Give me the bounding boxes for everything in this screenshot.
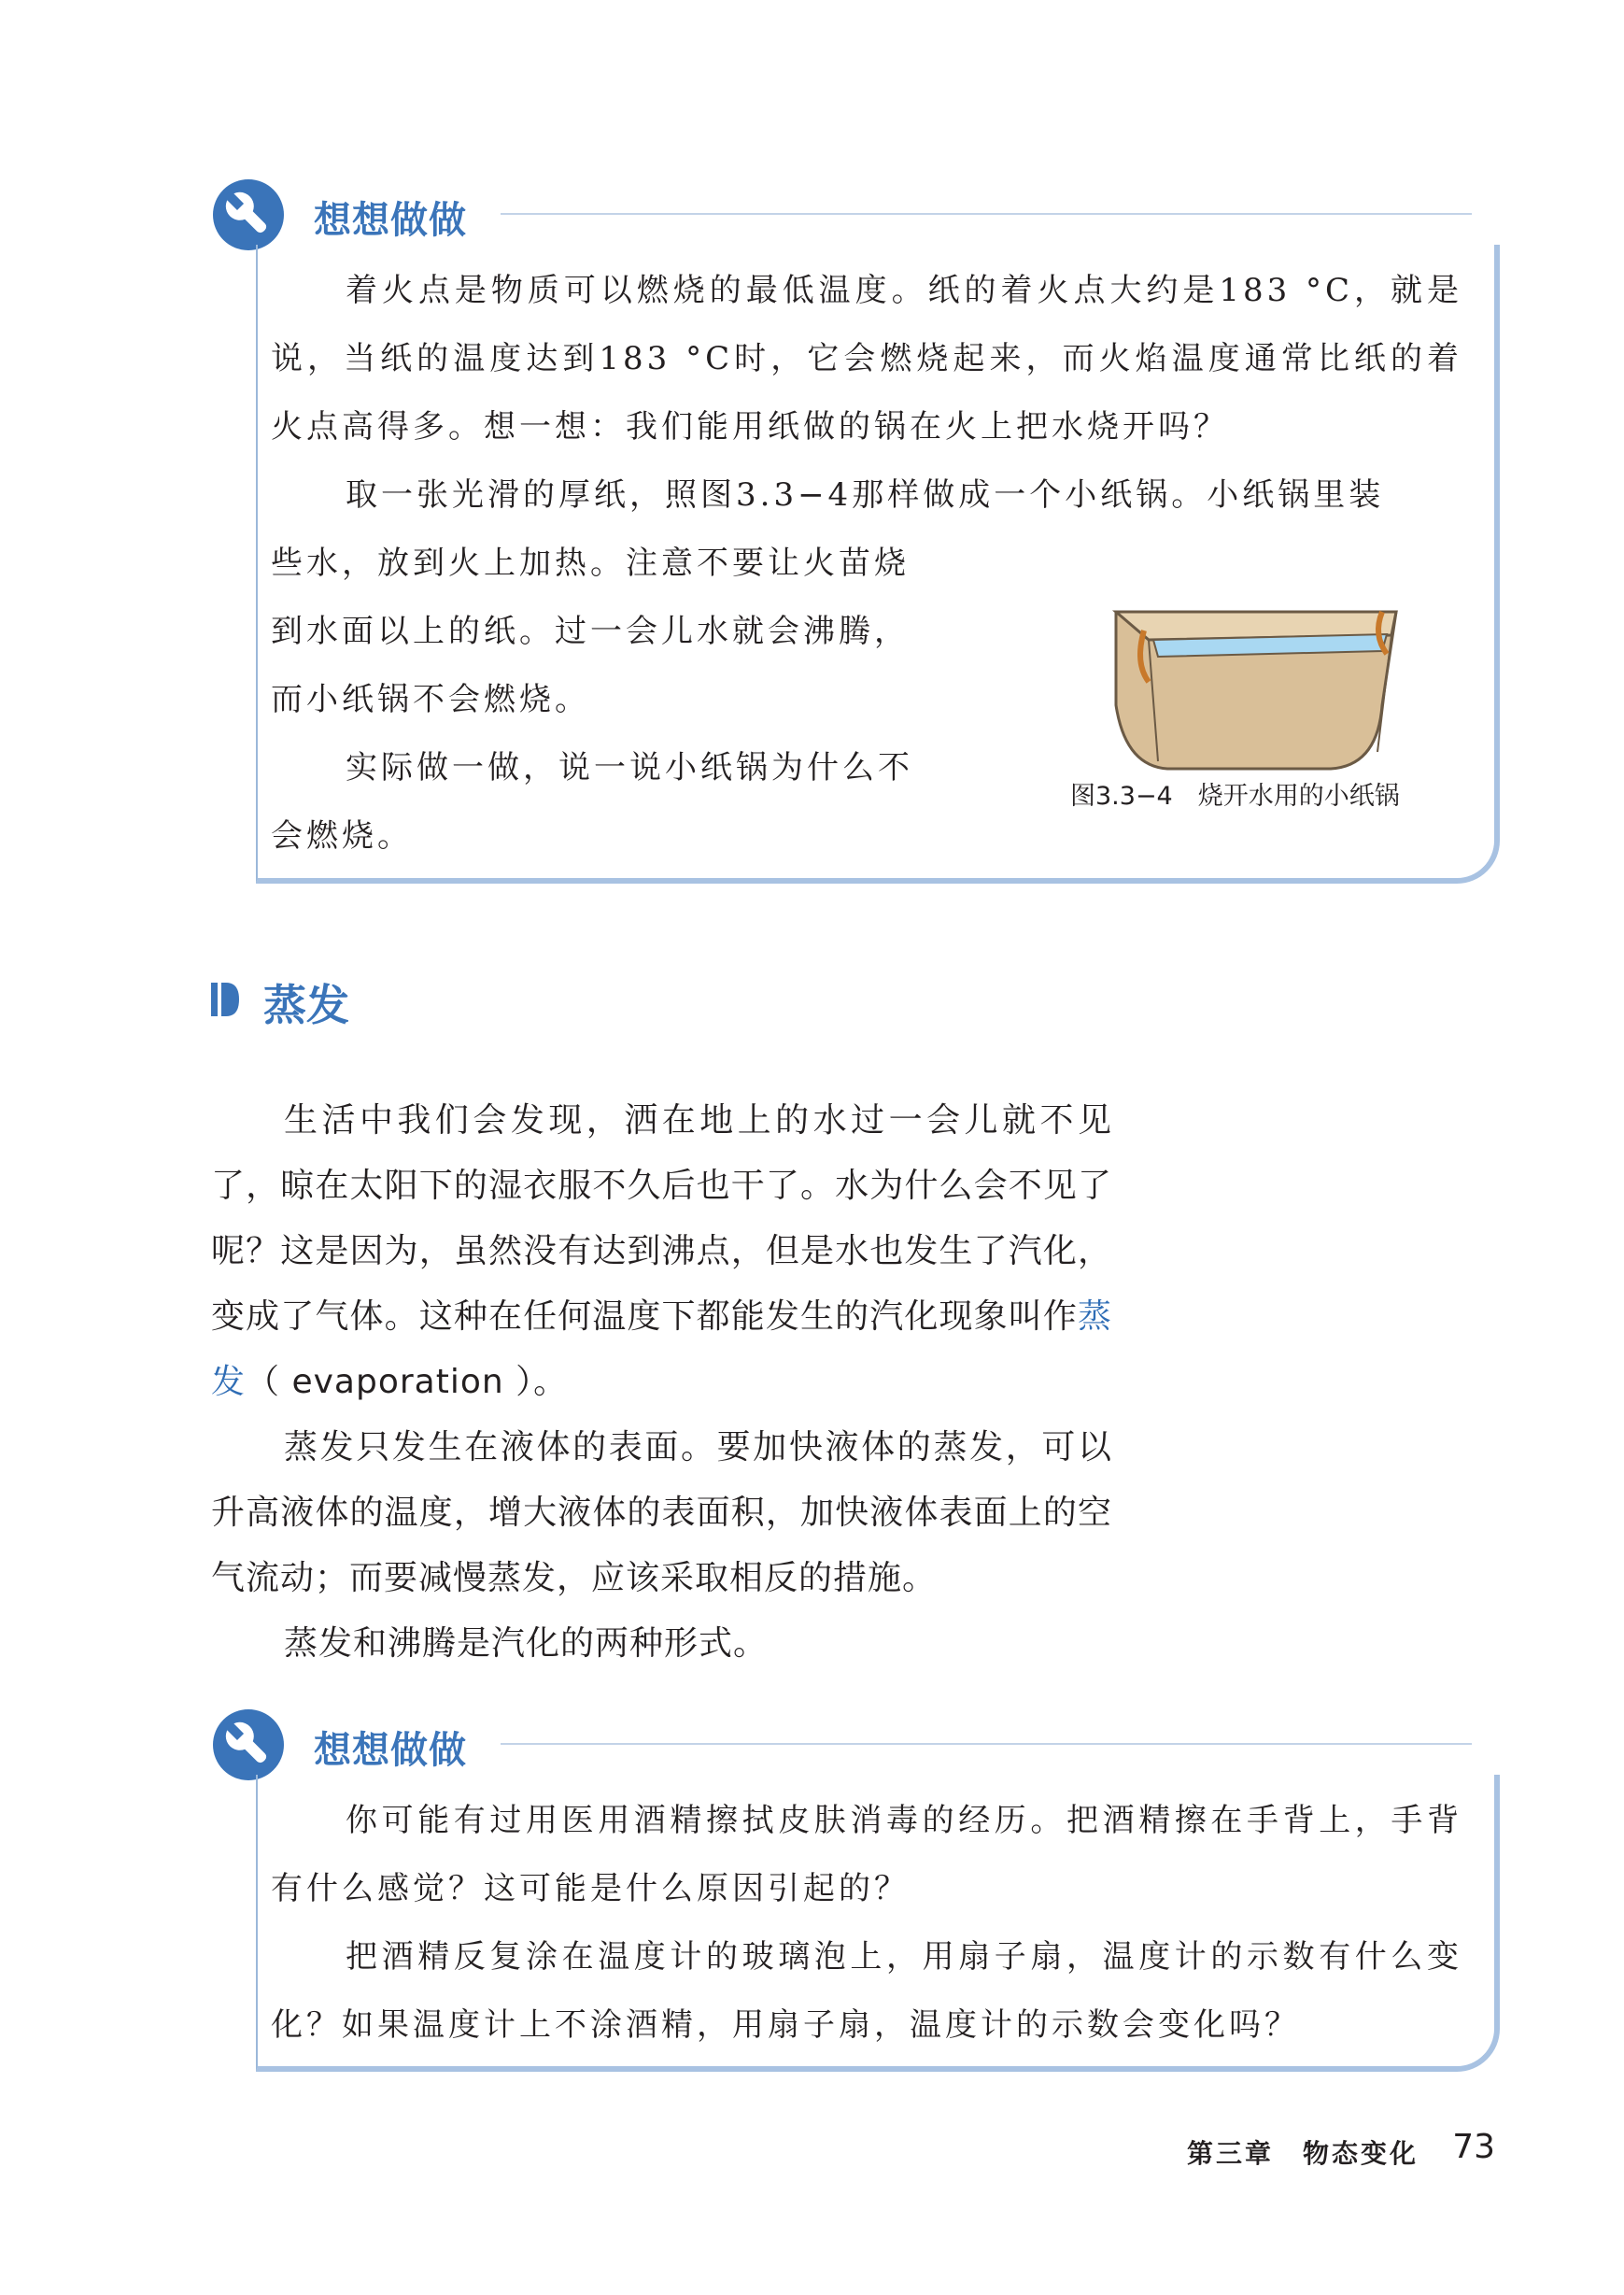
paragraph: 着火点是物质可以燃烧的最低温度。纸的着火点大约是183 °C，就是说，当纸的温度达到183 °C时，它会燃烧起来，而火焰温度通常比纸的着火点高得多。想一想：我们能用纸做的锅在火上把水烧开吗？ xyxy=(271,272,1462,446)
paper-pot-illustration xyxy=(1060,593,1433,780)
activity-header xyxy=(211,177,1500,252)
paragraph-line: 些水，放到火上加热。注意不要让火苗烧 xyxy=(271,545,910,582)
paragraph-line: 会燃烧。 xyxy=(271,817,413,855)
paragraph xyxy=(211,1088,1112,1415)
activity-box-2 xyxy=(211,1707,1500,2081)
text: （ evaporation ）。 xyxy=(246,1363,569,1401)
divider xyxy=(501,1743,1472,1745)
page-number: 73 xyxy=(1452,2128,1495,2166)
wrench-icon xyxy=(211,177,286,252)
chapter-label: 第三章 物态变化 xyxy=(1186,2138,1419,2169)
activity-title: 想想做做 xyxy=(314,199,467,242)
paragraph-line: 取一张光滑的厚纸，照图3.3−4那样做成一个小纸锅。小纸锅里装 xyxy=(346,476,1385,514)
paragraph: 蒸发只发生在液体的表面。要加快液体的蒸发，可以升高液体的温度，增大液体的表面积，加快液体表面上的空气流动；而要减慢蒸发，应该采取相反的措施。 xyxy=(211,1428,1112,1597)
paragraph: 你可能有过用医用酒精擦拭皮肤消毒的经历。把酒精擦在手背上，手背有什么感觉？这可能是什么原因引起的？ xyxy=(271,1802,1462,1907)
activity-title: 想想做做 xyxy=(314,1729,467,1772)
page-footer xyxy=(1158,2128,1495,2175)
section-title: 蒸发 xyxy=(263,980,349,1030)
paragraph-line: 而小纸锅不会燃烧。 xyxy=(271,681,590,718)
paragraph: 蒸发和沸腾是汽化的两种形式。 xyxy=(284,1624,769,1663)
paragraph: 把酒精反复涂在温度计的玻璃泡上，用扇子扇，温度计的示数有什么变化？如果温度计上不涂酒精，用扇子扇，温度计的示数会变化吗？ xyxy=(271,1938,1462,2044)
text: 生活中我们会发现，洒在地上的水过一会儿就不见了，晾在太阳下的湿衣服不久后也干了。水为什么会不见了呢？这是因为，虽然没有达到沸点，但是水也发生了汽化，变成了气体。这种在任何温度下都能发生的汽化现象叫作 xyxy=(211,1101,1112,1336)
paragraph-line: 实际做一做，说一说小纸锅为什么不 xyxy=(346,749,913,786)
key-term: 蒸发 xyxy=(211,1297,1112,1401)
section-marker-icon xyxy=(211,983,239,1016)
activity-header xyxy=(211,1707,1500,1782)
body-text xyxy=(211,1088,1112,1677)
figure-caption: 图3.3−4 烧开水用的小纸锅 xyxy=(1070,782,1400,811)
paragraph-line: 到水面以上的纸。过一会儿水就会沸腾， xyxy=(271,613,910,650)
activity-text xyxy=(211,1787,1500,2060)
divider xyxy=(501,213,1472,215)
wrench-icon xyxy=(211,1707,286,1782)
